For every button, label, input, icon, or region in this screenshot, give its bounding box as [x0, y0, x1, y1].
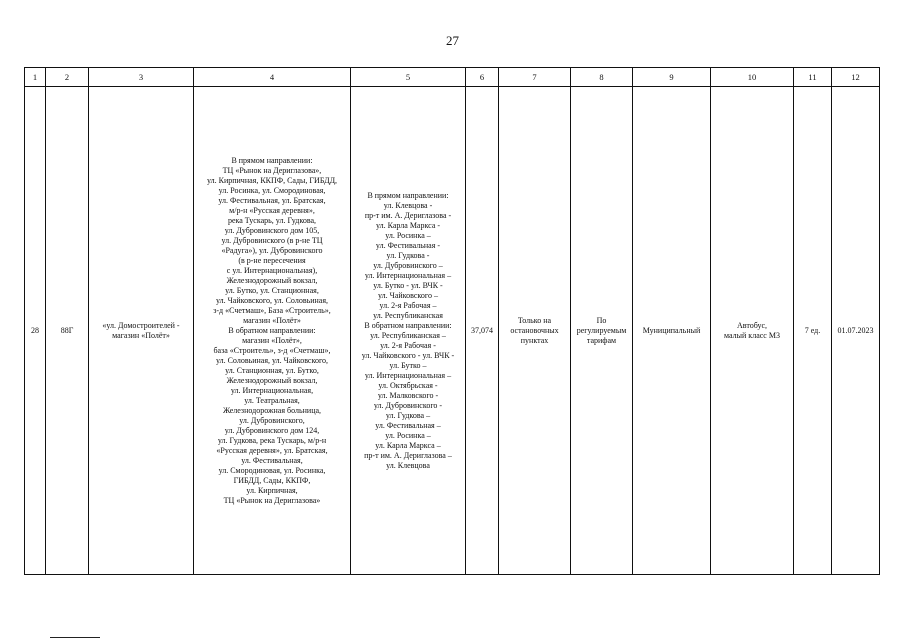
page-number: 27	[446, 33, 459, 48]
header-col-8: 8	[571, 68, 633, 87]
header-row	[25, 68, 880, 87]
route-name: «ул. Домостроителей - магазин «Полёт»	[89, 87, 194, 575]
header-col-3: 3	[89, 68, 194, 87]
vehicle-quantity: 7 ед.	[794, 87, 832, 575]
header-col-12: 12	[832, 68, 880, 87]
row-index: 28	[25, 87, 46, 575]
table-row	[25, 87, 880, 575]
route-number: 88Г	[46, 87, 89, 575]
route-streets: В прямом направлении: ТЦ «Рынок на Дериглазова», ул. Кирпичная, ККПФ, Сады, ГИБДД, ул. Росинка, ул. Смородиновая, ул. Фестивальная, ул. Братская, м/р-н «Русская деревня», река Тускарь, ул. Гудкова, ул. Дубровинского дом 105, ул. Дубровинского (в р-не ТЦ «Радуга»), ул. Дубровинского (в р-не пересечения с ул. Интернациональная), Железнодорожный вокзал, ул. Бутко, ул. Станционная, ул. Чайковского, ул. Соловьиная, з-д «Счетмаш», База «Строитель», магазин «Полёт» В обратном направлении: магазин «Полёт», база «Строитель», з-д «Счетмаш», ул. Соловьиная, ул. Чайковского, ул. Станционная, ул. Бутко, Железнодорожный вокзал, ул. Интернациональная, ул. Театральная, Железнодорожная больница, ул. Дубровинского, ул. Дубровинского дом 124, ул. Гудкова, река Тускарь, м/р-н «Русская деревня», ул. Братская, ул. Фестивальная, ул. Смородиновая, ул. Росинка, ГИБДД, Сады, ККПФ, ул. Кирпичная, ТЦ «Рынок на Дериглазова»	[194, 87, 351, 575]
route-table	[24, 67, 880, 575]
route-length: 37,074	[466, 87, 499, 575]
bottom-divider	[50, 637, 100, 638]
header-col-5: 5	[351, 68, 466, 87]
header-col-10: 10	[711, 68, 794, 87]
start-date: 01.07.2023	[832, 87, 880, 575]
header-col-7: 7	[499, 68, 571, 87]
header-col-1: 1	[25, 68, 46, 87]
header-col-11: 11	[794, 68, 832, 87]
vehicle-class: Автобус, малый класс М3	[711, 87, 794, 575]
header-col-9: 9	[633, 68, 711, 87]
route-type: Муниципальный	[633, 87, 711, 575]
stop-order: Только на остановочных пунктах	[499, 87, 571, 575]
header-col-4: 4	[194, 68, 351, 87]
tariff-type: По регулируемым тарифам	[571, 87, 633, 575]
route-stops: В прямом направлении: ул. Клевцова - пр-т им. А. Дериглазова - ул. Карла Маркса - ул. Росинка – ул. Фестивальная - ул. Гудкова - ул. Дубровинского – ул. Интернациональная – ул. Бутко - ул. ВЧК - ул. Чайковского – ул. 2-я Рабочая – ул. Республиканская В обратном направлении: ул. Республиканская – ул. 2-я Рабочая - ул. Чайковского - ул. ВЧК - ул. Бутко – ул. Интернациональная – ул. Октябрьская - ул. Малковского - ул. Дубровинского - ул. Гудкова – ул. Фестивальная – ул. Росинка – ул. Карла Маркса – пр-т им. А. Дериглазова – ул. Клевцова	[351, 87, 466, 575]
header-col-2: 2	[46, 68, 89, 87]
header-col-6: 6	[466, 68, 499, 87]
